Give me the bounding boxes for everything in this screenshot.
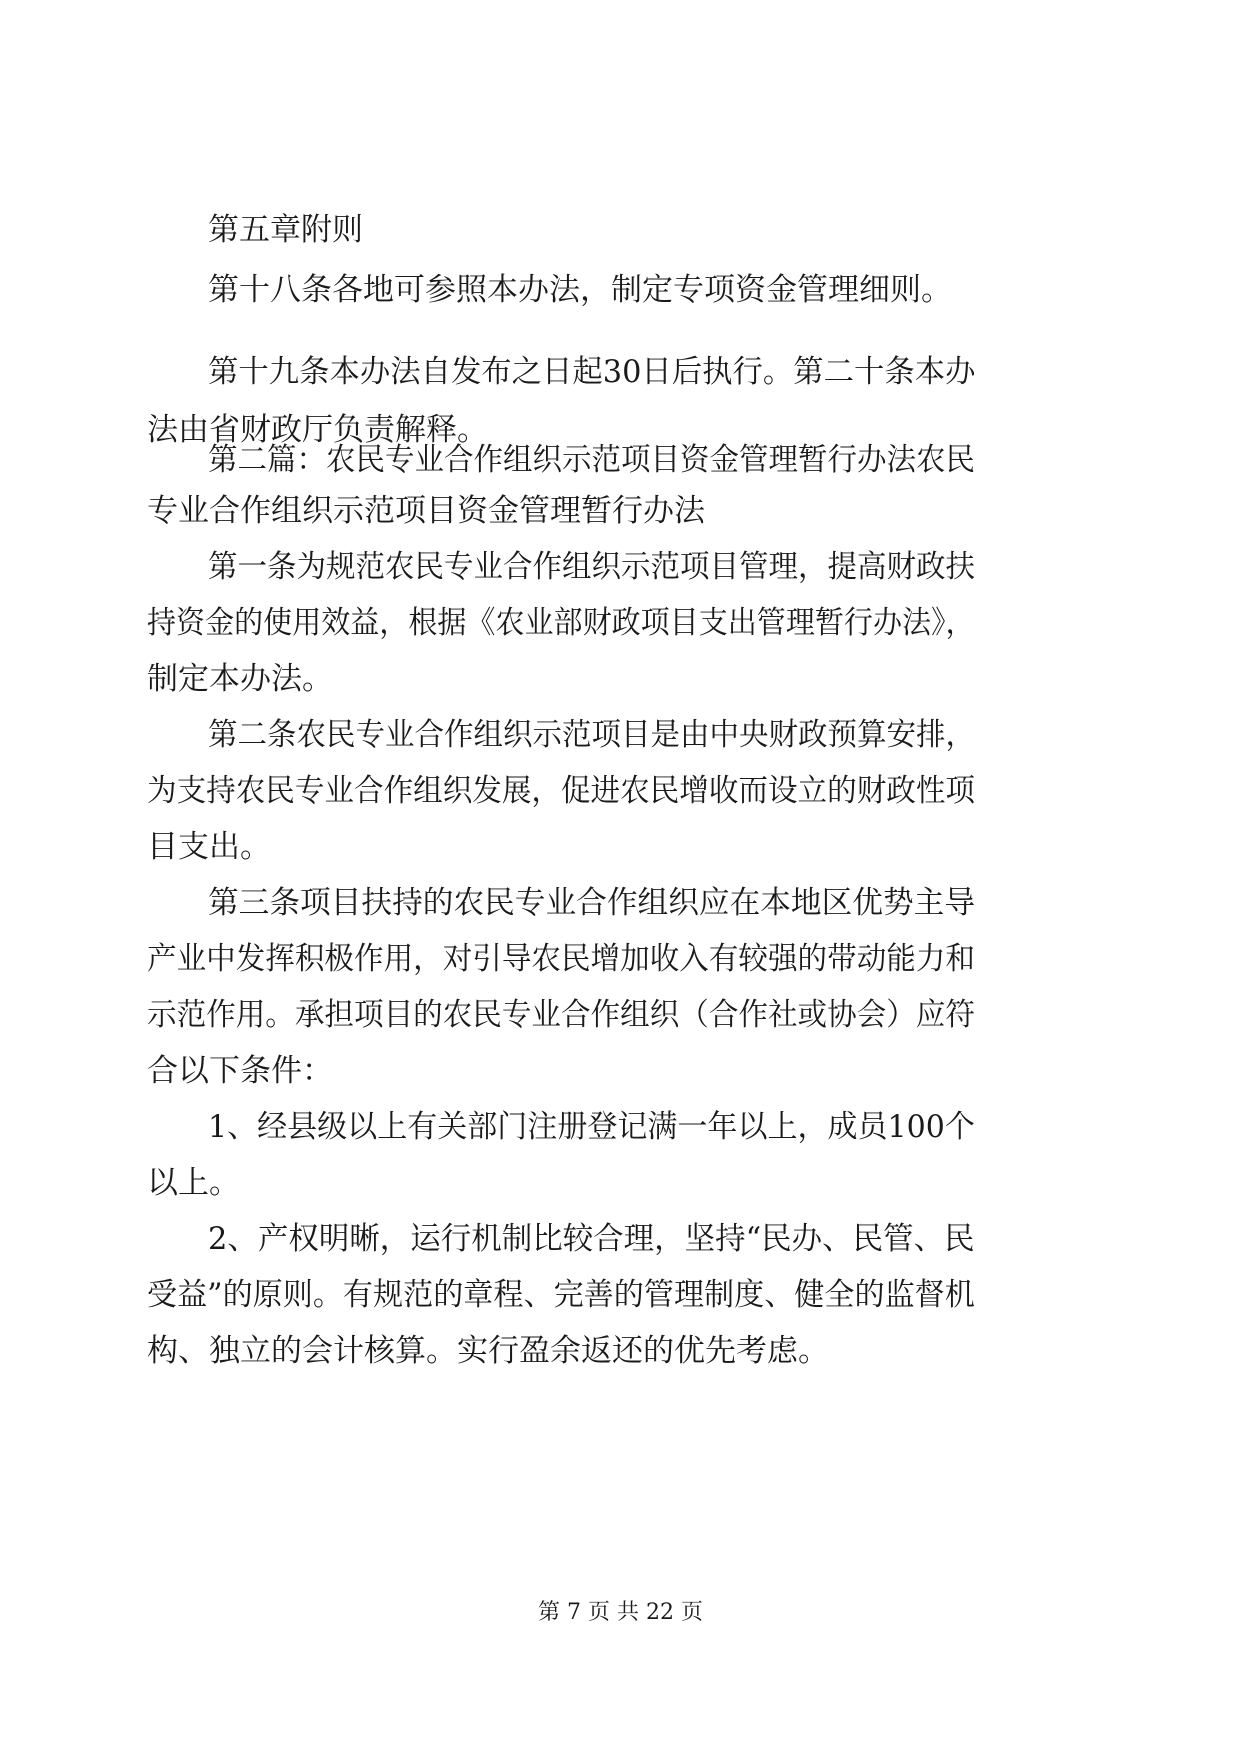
text-line: 1、经县级以上有关部门注册登记满一年以上，成员100个	[208, 1109, 975, 1145]
text-line: 专业合作组织示范项目资金管理暂行办法	[147, 493, 705, 529]
paragraph-line	[0, 1041, 1241, 1101]
paragraph-line	[0, 1097, 1241, 1157]
paragraph-line	[0, 537, 1241, 597]
paragraph-line	[0, 929, 1241, 989]
chapter-heading	[0, 200, 1241, 260]
text-line: 第三条项目扶持的农民专业合作组织应在本地区优势主导	[208, 885, 976, 921]
paragraph-line	[0, 1321, 1241, 1381]
text-line: 为支持农民专业合作组织发展，促进农民增收而设立的财政性项	[147, 773, 975, 809]
paragraph-line	[0, 481, 1241, 541]
text-line: 构、独立的会计核算。实行盈余返还的优先考虑。	[147, 1333, 829, 1369]
text-line: 第五章附则	[208, 212, 363, 248]
text-line: 第一条为规范农民专业合作组织示范项目管理，提高财政扶	[208, 549, 975, 585]
paragraph-line	[0, 985, 1241, 1045]
paragraph-line	[0, 649, 1241, 709]
paragraph-line	[0, 705, 1241, 765]
paragraph-line	[0, 593, 1241, 653]
page-footer: 第 7 页 共 22 页	[538, 1600, 703, 1625]
paragraph-line	[0, 342, 1241, 402]
text-line: 持资金的使用效益，根据《农业部财政项目支出管理暂行办法》，	[147, 605, 975, 641]
text-line: 受益”的原则。有规范的章程、完善的管理制度、健全的监督机	[147, 1277, 975, 1313]
text-line: 法由省财政厅负责解释。	[147, 412, 488, 448]
paragraph-line	[0, 761, 1241, 821]
paragraph-line	[0, 260, 1241, 320]
paragraph-line	[0, 873, 1241, 933]
paragraph-line	[0, 1153, 1241, 1213]
text-line: 产业中发挥积极作用，对引导农民增加收入有较强的带动能力和	[147, 941, 975, 977]
text-line: 第十八条各地可参照本办法，制定专项资金管理细则。	[208, 272, 952, 308]
text-line: 目支出。	[147, 829, 271, 865]
text-line: 第二篇：农民专业合作组织示范项目资金管理暂行办法农民	[208, 442, 975, 478]
paragraph-line	[0, 1209, 1241, 1269]
text-line: 第十九条本办法自发布之日起30日后执行。第二十条本办	[208, 354, 976, 390]
text-line: 以上。	[147, 1165, 240, 1201]
paragraph-line	[0, 1265, 1241, 1325]
text-line: 第二条农民专业合作组织示范项目是由中央财政预算安排，	[208, 717, 975, 753]
text-line: 制定本办法。	[147, 661, 333, 697]
text-line: 示范作用。承担项目的农民专业合作组织（合作社或协会）应符	[147, 997, 975, 1033]
paragraph-line	[0, 817, 1241, 877]
text-line: 2、产权明晰，运行机制比较合理，坚持“民办、民管、民	[208, 1221, 975, 1257]
text-line: 合以下条件：	[147, 1053, 333, 1089]
